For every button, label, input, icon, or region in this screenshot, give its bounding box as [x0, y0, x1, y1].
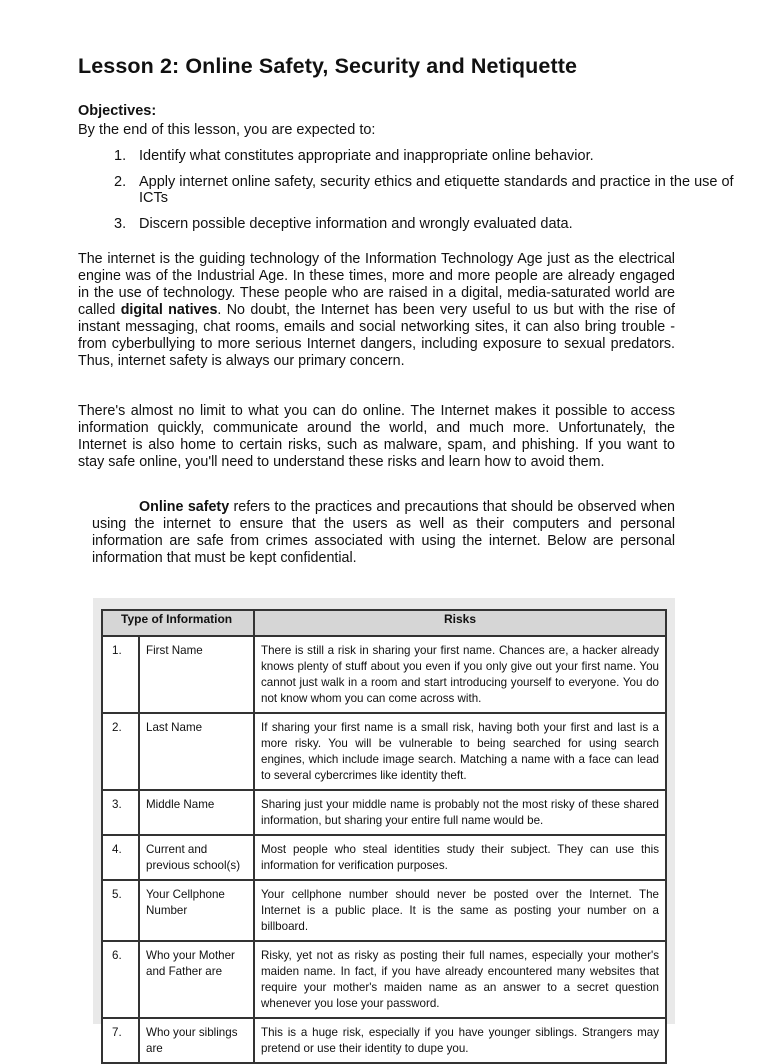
row-number: 7. — [102, 1018, 139, 1063]
row-type: Who your Mother and Father are — [139, 941, 254, 1018]
row-type: Last Name — [139, 713, 254, 790]
objectives-intro: By the end of this lesson, you are expected to: — [78, 122, 376, 138]
table-header-row — [102, 610, 666, 636]
paragraph-text: refers to the practices and precautions that should be observed when using the internet to ensure that the users as well as their computers and personal information are safe from crimes associated with using the internet. Below are personal information that must be kept confidential. — [92, 499, 675, 566]
objective-item — [114, 148, 734, 164]
row-risk: Your cellphone number should never be posted over the Internet. The Internet is a public place. It is the same as posting your number on a billboard. — [254, 880, 666, 941]
objective-item — [114, 216, 734, 232]
row-number: 4. — [102, 835, 139, 880]
personal-info-table — [101, 609, 667, 1064]
row-number: 3. — [102, 790, 139, 835]
row-risk: If sharing your first name is a small risk, having both your first and last is a more risky. You will be vulnerable to being searched for using search engines, which include image search. Matching a name with a face can lead to several cybercrimes like identity theft. — [254, 713, 666, 790]
row-number: 1. — [102, 636, 139, 713]
table-row — [102, 880, 666, 941]
paragraph-digital-natives — [78, 251, 675, 370]
row-type: Your Cellphone Number — [139, 880, 254, 941]
table-row — [102, 941, 666, 1018]
objectives-heading: Objectives: — [78, 103, 157, 119]
header-type-of-information: Type of Information — [102, 610, 254, 636]
paragraph-text: . No doubt, the Internet has been very useful to us but with the rise of instant messaging, chat rooms, emails and social networking sites, it can also bring trouble - from cyberbullying to more serious Internet dangers, including exposure to sexual predators. Thus, internet safety is always our primary concern. — [78, 302, 676, 369]
objective-item — [114, 174, 734, 206]
row-type: Who your siblings are — [139, 1018, 254, 1063]
table-row — [102, 713, 666, 790]
paragraph-text: The internet is the guiding technology of the Information Technology Age just as the electrical engine was of the Industrial Age. In these times, more and more people are already engaged in the use of technology. These people who are raised in a digital, media-saturated world are called — [78, 251, 675, 318]
paragraph-internet-risks: There's almost no limit to what you can do online. The Internet makes it possible to access information quickly, communicate around the world, and much more. Unfortunately, the Internet is also home to certain risks, such as malware, spam, and phishing. If you want to stay safe online, you'll need to understand these risks and learn how to avoid them. — [78, 403, 675, 470]
objective-number: 3. — [114, 216, 127, 232]
table-row — [102, 835, 666, 880]
row-type: First Name — [139, 636, 254, 713]
row-risk: Sharing just your middle name is probably not the most risky of these shared information, but sharing your entire full name would be. — [254, 790, 666, 835]
lesson-title: Lesson 2: Online Safety, Security and Netiquette — [78, 54, 578, 78]
objectives-list — [114, 148, 734, 242]
row-number: 5. — [102, 880, 139, 941]
row-risk: This is a huge risk, especially if you have younger siblings. Strangers may pretend or use their identity to dupe you. — [254, 1018, 666, 1063]
objective-text: Discern possible deceptive information and wrongly evaluated data. — [139, 216, 573, 232]
row-type: Current and previous school(s) — [139, 835, 254, 880]
term-online-safety: Online safety — [139, 499, 230, 515]
row-risk: There is still a risk in sharing your first name. Chances are, a hacker already knows plenty of stuff about you even if you only give out your first name. You cannot just walk in a room and start introducing yourself to everyone. You do not know whom you can come across with. — [254, 636, 666, 713]
table-row — [102, 790, 666, 835]
objective-text: Apply internet online safety, security ethics and etiquette standards and practice in the use of ICTs — [139, 174, 734, 206]
objective-text: Identify what constitutes appropriate and inappropriate online behavior. — [139, 148, 594, 164]
row-number: 6. — [102, 941, 139, 1018]
header-risks: Risks — [254, 610, 666, 636]
table-row — [102, 1018, 666, 1063]
personal-info-table-image — [93, 598, 675, 1055]
paragraph-online-safety — [92, 499, 675, 567]
objective-number: 2. — [114, 174, 127, 190]
row-risk: Risky, yet not as risky as posting their full names, especially your mother's maiden name. In fact, if you have already encountered many websites that require your mother's maiden name as an answer to a secret question whenever you lose your password. — [254, 941, 666, 1018]
row-risk: Most people who steal identities study their subject. They can use this information for verification purposes. — [254, 835, 666, 880]
row-number: 2. — [102, 713, 139, 790]
row-type: Middle Name — [139, 790, 254, 835]
term-digital-natives: digital natives — [120, 302, 218, 318]
objective-number: 1. — [114, 148, 127, 164]
table-row — [102, 636, 666, 713]
